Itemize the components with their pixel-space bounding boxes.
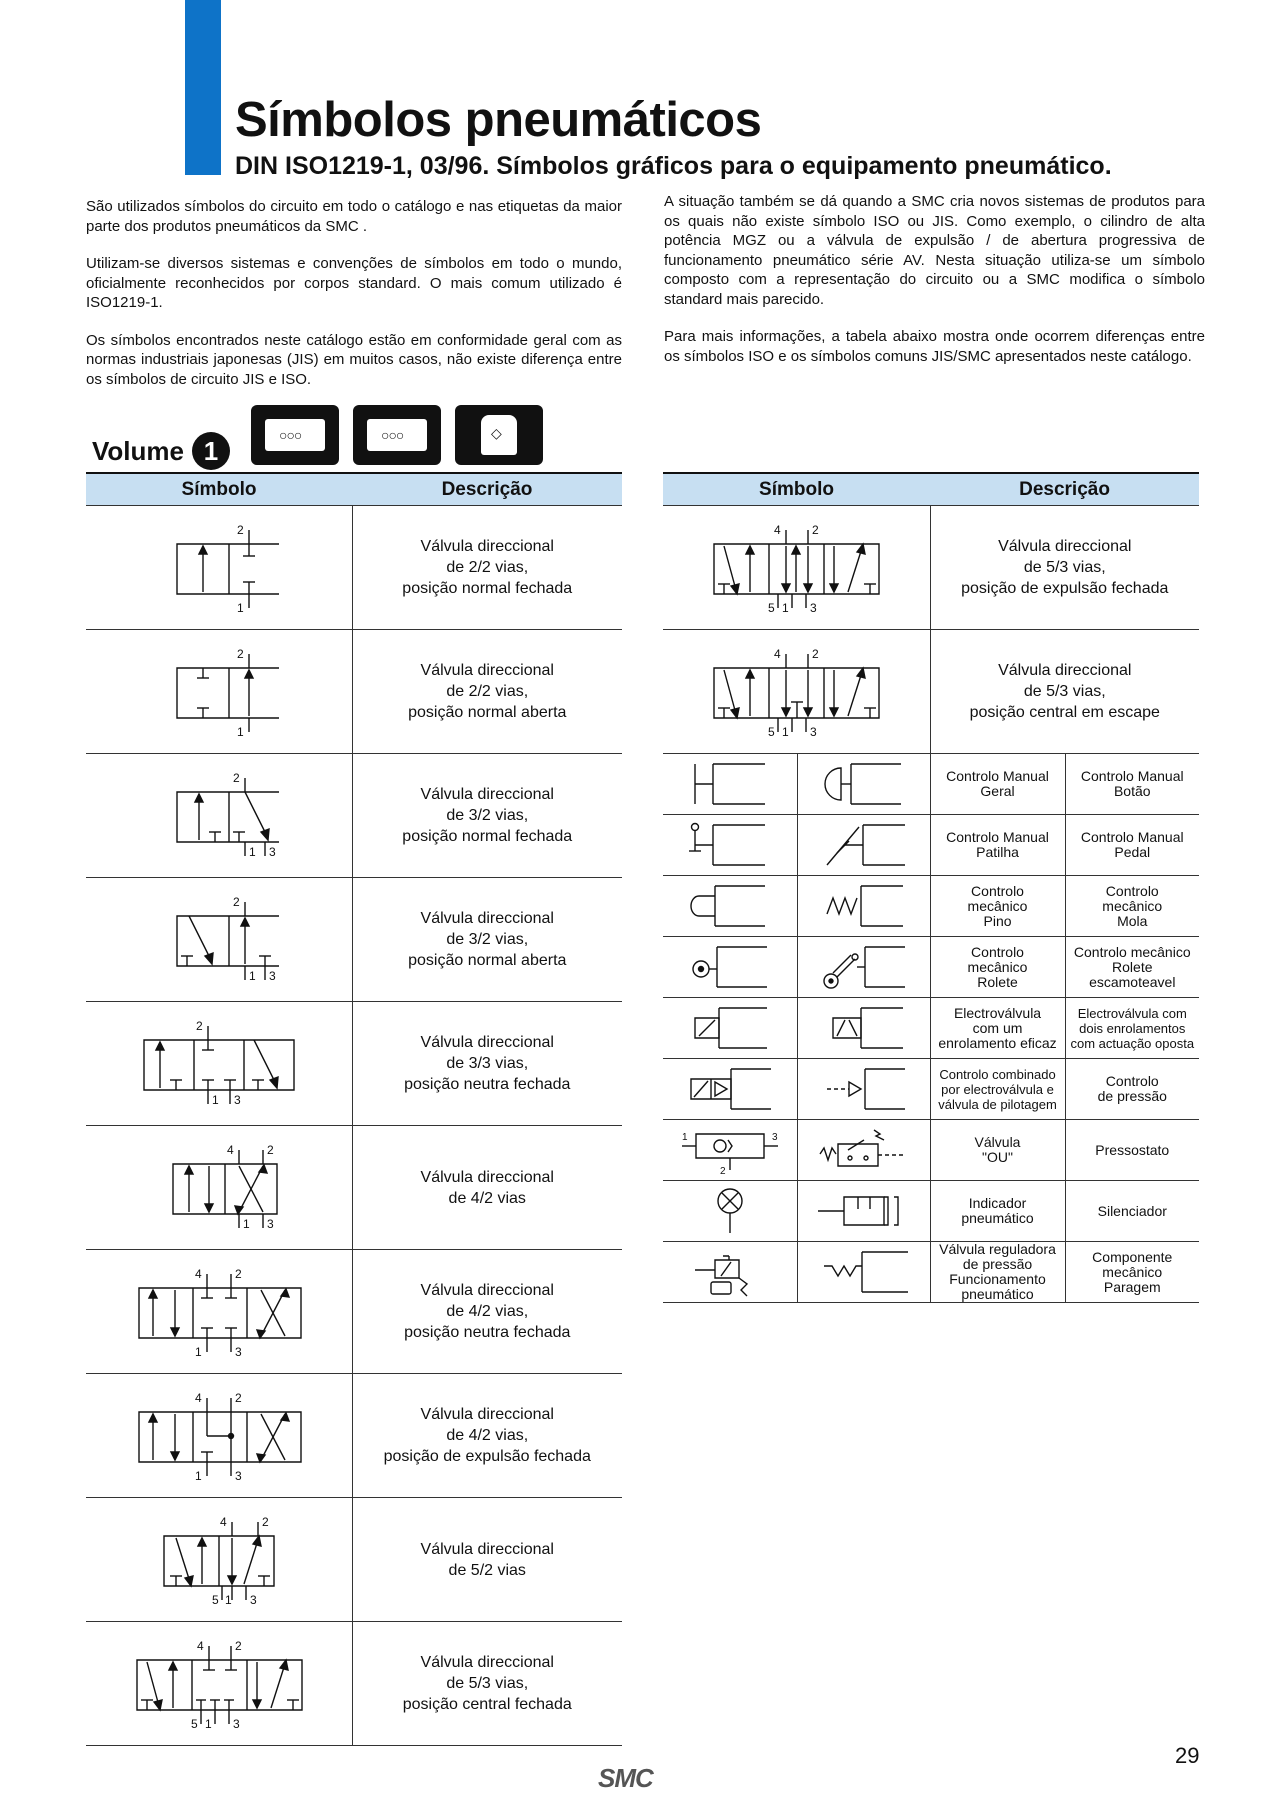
- description-line: de 5/3 vias,: [1023, 559, 1106, 576]
- actuator-description: válvula de pilotagem: [938, 1096, 1057, 1112]
- intro-left-column: [86, 197, 622, 407]
- volume-label: [92, 432, 230, 470]
- intro-paragraph: Os símbolos encontrados neste catálogo estão em conformidade geral com as normas industriais japonesas (JIS) em muitos casos, não existe diferença entre os símbolos de circuito JIS e ISO.: [86, 331, 622, 388]
- port-label: 4: [194, 1390, 202, 1405]
- column-header-symbol: Símbolo: [86, 473, 352, 506]
- port-label: 1: [236, 724, 244, 739]
- valve-5-3-exhaust-symbol: [706, 644, 886, 740]
- actuator-description: Botão: [1113, 783, 1151, 799]
- description-line: de 3/3 vias,: [446, 1055, 529, 1072]
- table-row: [86, 1498, 622, 1622]
- actuator-description: mecânico: [967, 897, 1028, 914]
- port-label: 1: [194, 1468, 202, 1483]
- port-label: 2: [234, 1638, 242, 1653]
- description-line: Válvula direccional: [420, 1282, 554, 1299]
- table-row: [86, 1250, 622, 1374]
- indicator-icon: [685, 1185, 775, 1237]
- lever-icon: [685, 821, 775, 869]
- port-label: 5: [211, 1592, 219, 1607]
- table-row: [663, 1120, 1199, 1181]
- table-row: [663, 937, 1199, 998]
- description-line: Válvula direccional: [420, 662, 554, 679]
- volume-text: Volume: [92, 435, 184, 466]
- manual-general-icon: [685, 760, 775, 808]
- actuator-description: Controlo: [1105, 882, 1159, 899]
- port-label: 2: [236, 646, 244, 661]
- port-label: 1: [242, 1216, 250, 1231]
- valve-5-2-symbol: [154, 1512, 284, 1608]
- port-label: 1: [236, 600, 244, 615]
- actuator-description: Rolete: [1112, 958, 1153, 975]
- port-label: 3: [268, 968, 276, 983]
- description-line: de 5/2 vias: [448, 1561, 526, 1579]
- actuator-description: mecânico: [967, 958, 1028, 975]
- actuator-description: Mola: [1117, 912, 1148, 929]
- port-label: 1: [681, 1132, 688, 1143]
- detent-icon: [814, 1246, 914, 1298]
- spring-icon: [819, 882, 909, 930]
- valve-2-2-no-symbol: [159, 644, 279, 740]
- port-label: 2: [261, 1514, 269, 1529]
- intro-paragraph: Para mais informações, a tabela abaixo mostra onde ocorrem diferenças entre os símbolos ISO e os símbolos comuns JIS/SMC apresentados neste catálogo.: [664, 328, 1205, 365]
- description-line: posição normal fechada: [402, 580, 573, 597]
- table-row: [86, 1374, 622, 1498]
- description-line: de 2/2 vias,: [446, 683, 529, 700]
- actuator-description: com um: [972, 1019, 1023, 1036]
- port-label: 1: [211, 1092, 219, 1107]
- port-label: 4: [774, 646, 781, 661]
- table-row: [663, 754, 1199, 815]
- description-line: Válvula direccional: [420, 910, 554, 927]
- description-line: posição central em escape: [969, 704, 1160, 721]
- valve-3-3-symbol: [134, 1016, 304, 1112]
- valve-4-2-neutral-symbol: [129, 1264, 309, 1360]
- port-label: 2: [232, 894, 240, 909]
- actuator-description: Paragem: [1103, 1278, 1161, 1295]
- actuator-description: Válvula reguladora: [939, 1241, 1056, 1257]
- column-header-symbol: Símbolo: [663, 473, 930, 506]
- intro-paragraph: Utilizam-se diversos sistemas e convenções de símbolos em todo o mundo, oficialmente reconhecidos por corpos standard. O mais comum utilizado é ISO1219-1.: [86, 255, 622, 311]
- port-label: 3: [810, 600, 817, 615]
- page-number: 29: [1175, 1743, 1200, 1768]
- port-label: 1: [248, 844, 256, 859]
- actuator-description: "OU": [982, 1149, 1013, 1165]
- description-line: posição de expulsão fechada: [961, 580, 1169, 597]
- port-label: 4: [194, 1266, 202, 1281]
- port-label: 1: [782, 600, 789, 615]
- actuator-description: Rolete: [977, 973, 1018, 990]
- actuator-description: Controlo: [971, 882, 1024, 899]
- description-line: Válvula direccional: [998, 538, 1132, 555]
- port-label: 5: [768, 600, 775, 615]
- actuator-description: Funcionamento: [949, 1271, 1046, 1287]
- port-label: 3: [232, 1716, 240, 1731]
- pedal-icon: [819, 821, 909, 869]
- actuator-description: Electroválvula: [953, 1004, 1042, 1021]
- column-header-description: Descrição: [352, 473, 622, 506]
- silencer-icon: [814, 1185, 914, 1237]
- valve-5-3-exhaust-closed-symbol: [706, 520, 886, 616]
- regulator-icon: [685, 1246, 775, 1298]
- description-line: Válvula direccional: [420, 1540, 554, 1558]
- valve-3-2-no-symbol: [159, 892, 279, 988]
- actuator-description: pneumático: [961, 1210, 1034, 1226]
- table-row: [663, 876, 1199, 937]
- actuator-description: pneumático: [961, 1286, 1034, 1302]
- pressure-switch-icon: [814, 1124, 914, 1176]
- table-row: [86, 754, 622, 878]
- actuator-description: Patilha: [976, 844, 1019, 860]
- description-line: posição neutra fechada: [404, 1076, 571, 1093]
- port-label: 3: [771, 1132, 778, 1143]
- solenoid-single-icon: [685, 1004, 775, 1052]
- pressure-control-icon: [819, 1065, 909, 1113]
- port-label: 1: [224, 1592, 232, 1607]
- table-row: [86, 878, 622, 1002]
- idle-roller-icon: [819, 943, 909, 991]
- table-row: [86, 1622, 622, 1746]
- actuator-description: Pedal: [1114, 844, 1151, 860]
- actuator-description: Electroválvula com: [1077, 1005, 1187, 1021]
- table-row: [86, 1002, 622, 1126]
- table-row: [663, 998, 1199, 1059]
- valve-3-2-nc-symbol: [159, 768, 279, 864]
- solenoid-pilot-icon: [685, 1065, 775, 1113]
- port-label: 2: [719, 1166, 726, 1176]
- description-line: de 3/2 vias,: [446, 807, 529, 824]
- port-label: 4: [774, 522, 781, 537]
- description-line: posição normal aberta: [408, 952, 567, 969]
- description-line: Válvula direccional: [420, 1034, 554, 1051]
- description-line: posição central fechada: [402, 1696, 572, 1713]
- actuator-description: Controlo mecânico: [1073, 943, 1191, 960]
- roller-icon: [685, 943, 775, 991]
- port-label: 3: [268, 844, 276, 859]
- port-label: 4: [226, 1142, 234, 1157]
- product-thumbnail-valve-manifold: [251, 405, 339, 465]
- port-label: 2: [195, 1018, 203, 1033]
- description-line: posição normal fechada: [402, 828, 573, 845]
- valve-4-2-exhaust-symbol: [129, 1388, 309, 1484]
- actuator-description: escamoteavel: [1089, 973, 1176, 990]
- port-label: 2: [812, 646, 819, 661]
- port-label: 2: [234, 1266, 242, 1281]
- table-row: [663, 1059, 1199, 1120]
- symbols-table-right: [663, 472, 1199, 1303]
- description-line: Válvula direccional: [420, 538, 554, 555]
- port-label: 1: [248, 968, 256, 983]
- port-label: 3: [234, 1344, 242, 1359]
- product-thumbnail-regulator: [455, 405, 543, 465]
- description-line: posição de expulsão fechada: [383, 1448, 591, 1465]
- description-line: Válvula direccional: [420, 1654, 554, 1671]
- product-thumbnail-valve-block: [353, 405, 441, 465]
- actuator-description: Válvula: [974, 1134, 1021, 1150]
- description-line: de 4/2 vias,: [446, 1427, 529, 1444]
- valve-5-3-closed-symbol: [129, 1636, 309, 1732]
- port-label: 1: [204, 1716, 212, 1731]
- port-label: 4: [196, 1638, 204, 1653]
- description-line: de 5/3 vias,: [1023, 683, 1106, 700]
- table-row: [86, 506, 622, 630]
- table-row: [663, 506, 1199, 630]
- description-line: posição neutra fechada: [404, 1324, 571, 1341]
- actuator-description: mecânico: [1102, 897, 1163, 914]
- actuator-description: enrolamento eficaz: [938, 1034, 1057, 1051]
- actuator-description: Controlo Manual: [946, 768, 1049, 784]
- intro-paragraph: São utilizados símbolos do circuito em todo o catálogo e nas etiquetas da maior parte dos produtos pneumáticos da SMC .: [86, 198, 622, 235]
- port-label: 2: [266, 1142, 274, 1157]
- table-row: [86, 1126, 622, 1250]
- port-label: 2: [812, 522, 819, 537]
- valve-4-2-symbol: [159, 1140, 279, 1236]
- actuator-description: Pino: [983, 912, 1012, 929]
- actuator-description: de pressão: [1097, 1088, 1167, 1104]
- actuator-description: mecânico: [1102, 1263, 1163, 1280]
- actuator-description: Geral: [980, 783, 1015, 799]
- description-line: Válvula direccional: [420, 786, 554, 803]
- port-label: 5: [190, 1716, 198, 1731]
- table-row: [663, 815, 1199, 876]
- actuator-description: Controlo Manual: [1080, 829, 1184, 845]
- symbols-table-left: [86, 472, 622, 1746]
- page-subtitle: DIN ISO1219-1, 03/96. Símbolos gráficos para o equipamento pneumático.: [235, 152, 1112, 180]
- port-label: 3: [249, 1592, 257, 1607]
- port-label: 2: [232, 770, 240, 785]
- actuator-description: Controlo Manual: [946, 829, 1049, 845]
- actuator-description: Controlo Manual: [1080, 768, 1184, 784]
- intro-paragraph: A situação também se dá quando a SMC cria novos sistemas de produtos para os quais não existe símbolo ISO ou JIS. Como exemplo, o cilindro de alta potência MGZ ou a válvula de expulsão / de abertura progressiva de funcionamento pneumático série AV. Nesta situação utiliza-se um símbolo composto com a representação do circuito ou a SMC modifica o símbolo standard mais parecido.: [664, 193, 1205, 308]
- actuator-description: Controlo: [971, 943, 1024, 960]
- description-line: posição normal aberta: [408, 704, 567, 721]
- shuttle-valve-icon: [680, 1124, 780, 1176]
- port-label: 2: [236, 522, 244, 537]
- table-row: [86, 630, 622, 754]
- port-label: 2: [234, 1390, 242, 1405]
- description-line: Válvula direccional: [998, 662, 1132, 679]
- port-label: 3: [266, 1216, 274, 1231]
- port-label: 5: [768, 724, 775, 739]
- solenoid-double-icon: [819, 1004, 909, 1052]
- table-row: [663, 1242, 1199, 1303]
- actuator-description: dois enrolamentos: [1079, 1020, 1186, 1036]
- plunger-icon: [685, 882, 775, 930]
- description-line: Válvula direccional: [420, 1168, 554, 1186]
- description-line: de 4/2 vias: [448, 1189, 526, 1207]
- description-line: Válvula direccional: [420, 1406, 554, 1423]
- title-accent-bar: [185, 0, 221, 175]
- push-button-icon: [819, 760, 909, 808]
- port-label: 4: [219, 1514, 227, 1529]
- actuator-description: Controlo combinado: [939, 1066, 1056, 1082]
- page-title: Símbolos pneumáticos: [235, 93, 762, 147]
- actuator-description: Silenciador: [1097, 1202, 1167, 1219]
- actuator-description: de pressão: [962, 1256, 1033, 1272]
- table-row: [663, 630, 1199, 754]
- actuator-description: Indicador: [968, 1195, 1027, 1211]
- actuator-description: por electroválvula e: [941, 1081, 1054, 1097]
- actuator-description: com actuação oposta: [1070, 1035, 1195, 1051]
- valve-2-2-nc-symbol: [159, 520, 279, 616]
- volume-number-badge: 1: [192, 432, 230, 470]
- description-line: de 3/2 vias,: [446, 931, 529, 948]
- description-line: de 2/2 vias,: [446, 559, 529, 576]
- port-label: 3: [810, 724, 817, 739]
- description-line: de 5/3 vias,: [446, 1675, 529, 1692]
- actuator-description: Componente: [1092, 1248, 1173, 1265]
- actuator-description: Controlo: [1105, 1073, 1159, 1089]
- port-label: 1: [194, 1344, 202, 1359]
- actuator-description: Pressostato: [1095, 1141, 1170, 1158]
- port-label: 3: [233, 1092, 241, 1107]
- port-label: 1: [782, 724, 789, 739]
- smc-logo: SMC: [598, 1763, 653, 1793]
- intro-right-column: [664, 192, 1205, 384]
- column-header-description: Descrição: [930, 473, 1199, 506]
- table-row: [663, 1181, 1199, 1242]
- port-label: 3: [234, 1468, 242, 1483]
- description-line: de 4/2 vias,: [446, 1303, 529, 1320]
